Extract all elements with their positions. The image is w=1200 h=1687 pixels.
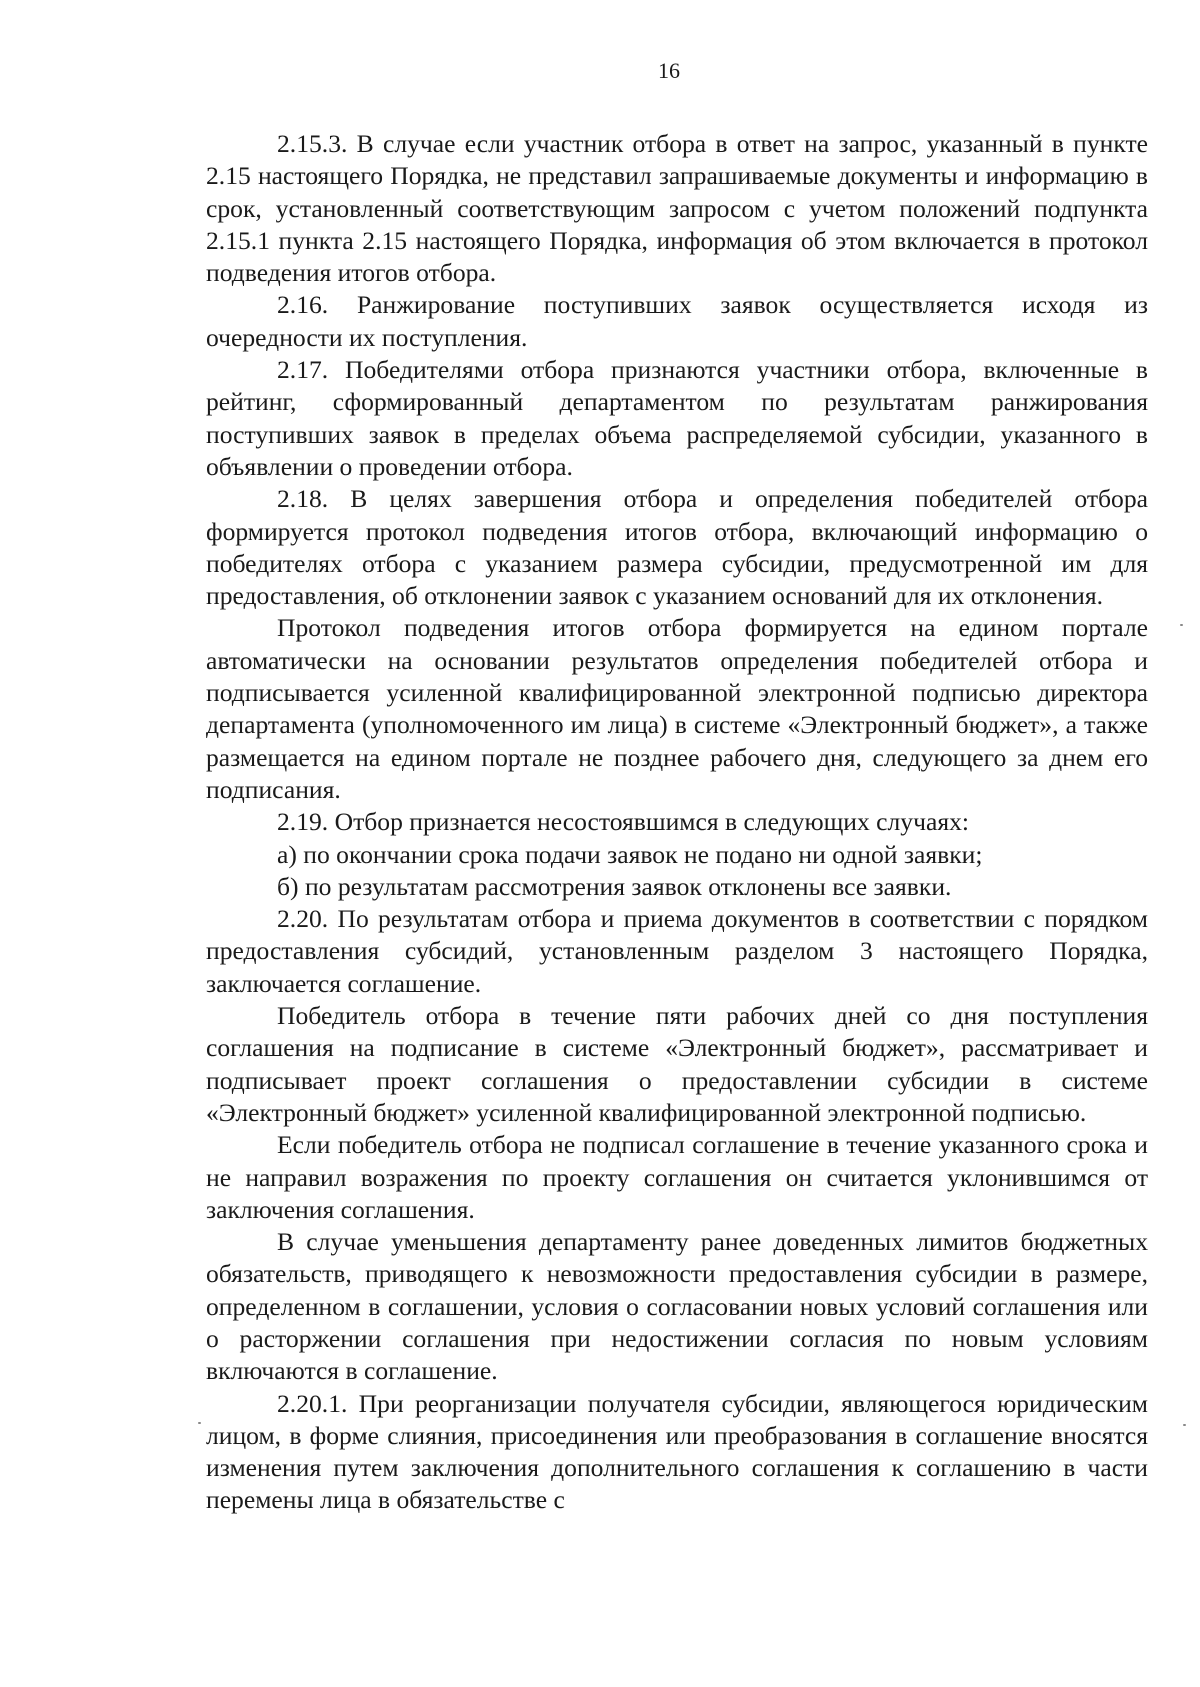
page-number: 16 [658,58,680,83]
paragraph-2-20: 2.20. По результатам отбора и приема документов в соответствии с порядком предоставления субсидий, установленным разделом 3 настоящего Порядка, заключается соглашение. [206,904,1148,998]
paragraph-2-17: 2.17. Победителями отбора признаются участники отбора, включенные в рейтинг, сформированный департаментом по результатам ранжирования поступивших заявок в пределах объема распределяемой субсидии, указанного в объявлении о проведении отбора. [206,355,1148,481]
paragraph-2-18: 2.18. В целях завершения отбора и определения победителей отбора формируется протокол подведения итогов отбора, включающий информацию о победителях отбора с указанием размера субсидии, предусмотренной им для предоставления, об отклонении заявок с указанием оснований для их отклонения. [206,484,1148,611]
scan-speck [198,1422,201,1424]
paragraph-protocol: Протокол подведения итогов отбора формируется на едином портале автоматически на основании результатов определения победителей отбора и подписывается усиленной квалифицированной электронной подписью директора департамента (уполномоченного им лица) в системе «Электронный бюджет», а также размещается на едином портале не позднее рабочего дня, следующего за днем его подписания. [206,613,1148,804]
paragraph-2-15-3: 2.15.3. В случае если участник отбора в ответ на запрос, указанный в пункте 2.15 настоящего Порядка, не представил запрашиваемые документы и информацию в срок, установленный соответствующим запросом с учетом положений подпункта 2.15.1 пункта 2.15 настоящего Порядка, информация об этом включается в протокол подведения итогов отбора. [206,129,1148,288]
paragraph-winner-signing: Победитель отбора в течение пяти рабочих дней со дня поступления соглашения на подписание в системе «Электронный бюджет», рассматривает и подписывает проект соглашения о предоставлении субсидии в системе «Электронный бюджет» усиленной квалифицированной электронной подписью. [206,1001,1148,1127]
paragraph-2-16: 2.16. Ранжирование поступивших заявок осуществляется исходя из очередности их поступления. [206,290,1148,352]
scan-speck [1183,1424,1186,1426]
list-item-b: б) по результатам рассмотрения заявок отклонены все заявки. [277,871,952,901]
paragraph-winner-evasion: Если победитель отбора не подписал соглашение в течение указанного срока и не направил возражения по проекту соглашения он считается уклонившимся от заключения соглашения. [206,1130,1148,1224]
list-item-a: а) по окончании срока подачи заявок не подано ни одной заявки; [277,839,983,869]
document-body [206,128,1148,1517]
paragraph-2-20-1: 2.20.1. При реорганизации получателя субсидии, являющегося юридическим лицом, в форме слияния, присоединения или преобразования в соглашение вносятся изменения путем заключения дополнительного соглашения к соглашению в части перемены лица в обязательстве с [206,1388,1148,1515]
scan-speck [1180,624,1183,626]
paragraph-2-19: 2.19. Отбор признается несостоявшимся в следующих случаях: [277,807,970,837]
paragraph-limits-reduction: В случае уменьшения департаменту ранее доведенных лимитов бюджетных обязательств, приводящего к невозможности предоставления субсидии в размере, определенном в соглашении, условия о согласовании новых условий соглашения или о расторжении соглашения при недостижении согласия по новым условиям включаются в соглашение. [206,1227,1148,1386]
